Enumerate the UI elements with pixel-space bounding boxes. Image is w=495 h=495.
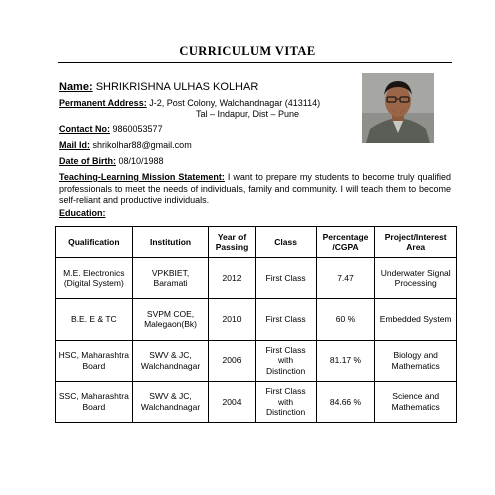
- table-row: [56, 340, 457, 381]
- mission-statement: [59, 172, 451, 207]
- mail-label: Mail Id:: [59, 140, 90, 150]
- cell-percentage: 60 %: [316, 299, 375, 340]
- title-divider: [58, 62, 452, 63]
- table-row: [56, 258, 457, 299]
- contact-label: Contact No:: [59, 124, 110, 134]
- mission-text: I want to prepare my students to become truly qualified professionals to meet the needs of individuals, family and community. I will teach them to become self-reliant and productive individuals.: [59, 172, 451, 205]
- header-percentage: Percentage /CGPA: [316, 227, 375, 258]
- dob-value: 08/10/1988: [118, 156, 164, 166]
- mail-value: shrikolhar88@gmail.com: [92, 140, 192, 150]
- cell-project: Underwater Signal Processing: [375, 258, 457, 299]
- education-label: Education:: [59, 208, 106, 218]
- name-line: [59, 82, 258, 93]
- contact-line: [59, 124, 163, 135]
- cell-project: Science and Mathematics: [375, 381, 457, 422]
- education-heading: [59, 208, 106, 219]
- table-row: [56, 381, 457, 422]
- header-year: Year of Passing: [209, 227, 255, 258]
- header-qualification: Qualification: [56, 227, 133, 258]
- cell-percentage: 7.47: [316, 258, 375, 299]
- cell-qualification: B.E. E & TC: [56, 299, 133, 340]
- document-title: CURRICULUM VITAE: [179, 44, 316, 58]
- cell-institution: VPKBIET, Baramati: [132, 258, 209, 299]
- cell-year: 2012: [209, 258, 255, 299]
- profile-photo: [362, 73, 434, 143]
- cell-institution: SVPM COE, Malegaon(Bk): [132, 299, 209, 340]
- cell-institution: SWV & JC, Walchandnagar: [132, 340, 209, 381]
- table-header-row: [56, 227, 457, 258]
- contact-value: 9860053577: [112, 124, 163, 134]
- address-value-1: J-2, Post Colony, Walchandnagar (413114): [149, 98, 321, 108]
- cell-project: Embedded System: [375, 299, 457, 340]
- cell-qualification: M.E. Electronics (Digital System): [56, 258, 133, 299]
- cell-percentage: 84.66 %: [316, 381, 375, 422]
- cell-year: 2010: [209, 299, 255, 340]
- cell-class: First Class: [255, 299, 316, 340]
- address-label: Permanent Address:: [59, 98, 147, 108]
- name-label: Name:: [59, 81, 93, 93]
- mail-line: [59, 140, 192, 151]
- cell-qualification: SSC, Maharashtra Board: [56, 381, 133, 422]
- cell-project: Biology and Mathematics: [375, 340, 457, 381]
- name-value: SHRIKRISHNA ULHAS KOLHAR: [95, 81, 259, 93]
- cell-year: 2006: [209, 340, 255, 381]
- header-class: Class: [255, 227, 316, 258]
- header-project: Project/Interest Area: [375, 227, 457, 258]
- cell-class: First Class with Distinction: [255, 381, 316, 422]
- table-row: [56, 299, 457, 340]
- cell-year: 2004: [209, 381, 255, 422]
- profile-photo-image: [362, 73, 434, 143]
- address-value-2: Tal – Indapur, Dist – Pune: [196, 109, 300, 119]
- dob-line: [59, 156, 164, 167]
- address-line-1: [59, 98, 320, 109]
- cell-percentage: 81.17 %: [316, 340, 375, 381]
- cell-institution: SWV & JC, Walchandnagar: [132, 381, 209, 422]
- cell-class: First Class: [255, 258, 316, 299]
- dob-label: Date of Birth:: [59, 156, 116, 166]
- cell-class: First Class with Distinction: [255, 340, 316, 381]
- mission-label: Teaching-Learning Mission Statement:: [59, 172, 225, 182]
- cell-qualification: HSC, Maharashtra Board: [56, 340, 133, 381]
- education-table: [55, 226, 457, 423]
- header-institution: Institution: [132, 227, 209, 258]
